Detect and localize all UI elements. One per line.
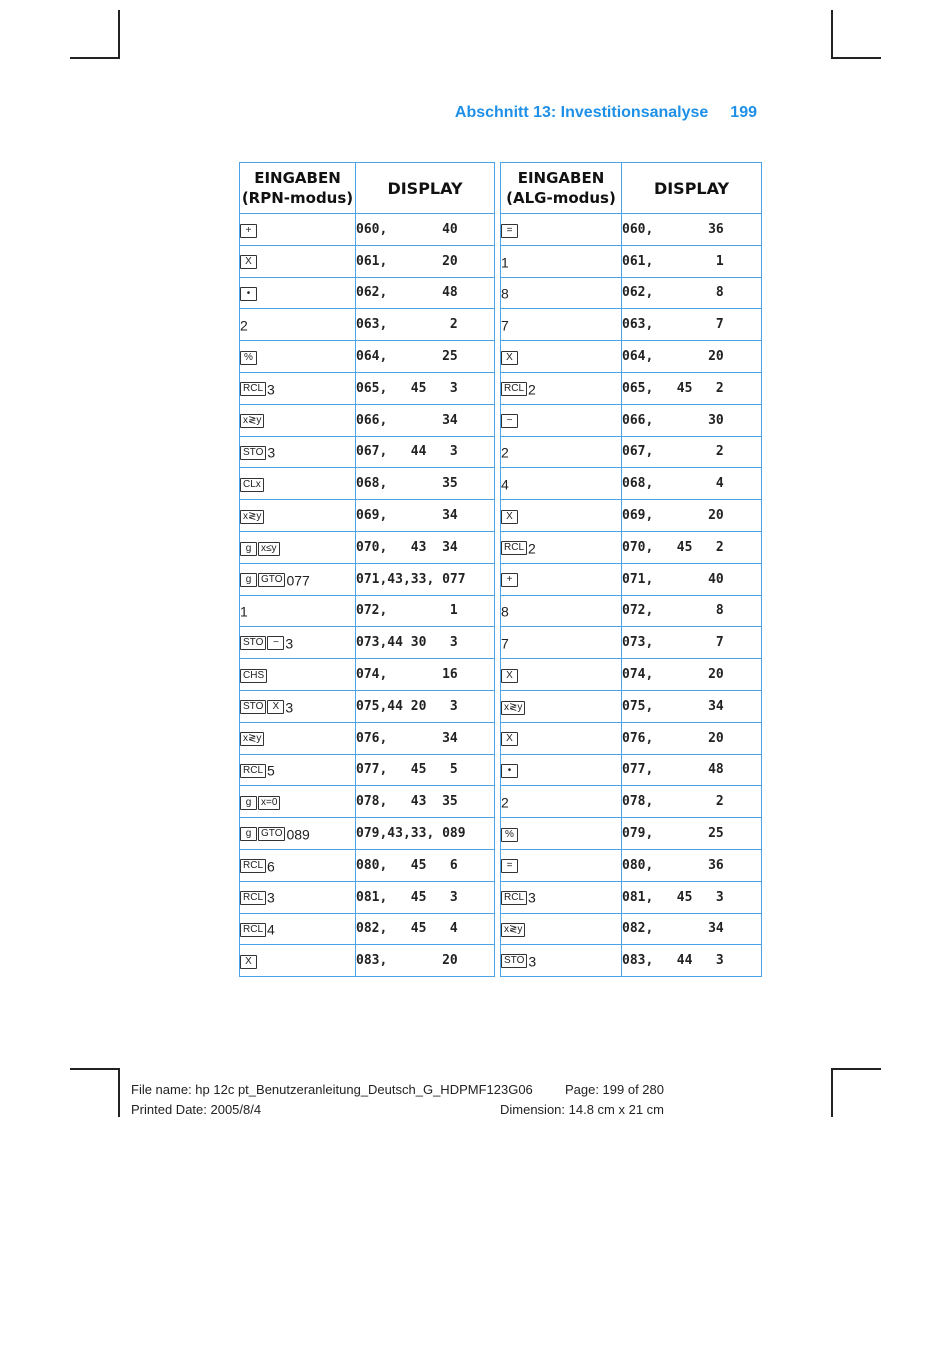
display-cell: 075, 34 bbox=[622, 690, 762, 722]
display-cell: 083, 44 3 bbox=[622, 945, 762, 977]
display-cell: 073, 7 bbox=[622, 627, 762, 659]
multiply-key: X bbox=[240, 955, 257, 969]
keystroke-cell bbox=[240, 881, 356, 913]
keystroke-cell bbox=[501, 690, 622, 722]
multiply-key: X bbox=[501, 732, 518, 746]
program-step-row bbox=[501, 881, 762, 913]
display-cell: 066, 34 bbox=[356, 404, 495, 436]
program-step-row bbox=[501, 659, 762, 691]
rcl-key: RCL bbox=[240, 859, 266, 873]
program-step-row bbox=[501, 500, 762, 532]
rcl-key: RCL bbox=[501, 541, 527, 555]
footer-printed-date: Printed Date: 2005/8/4 bbox=[131, 1102, 262, 1117]
display-cell: 062, 8 bbox=[622, 277, 762, 309]
multiply-key: X bbox=[501, 351, 518, 365]
keystroke-cell bbox=[501, 754, 622, 786]
keystroke-digits: 8 bbox=[501, 603, 509, 620]
footer-page-info: Page: 199 of 280 bbox=[564, 1082, 664, 1097]
keystroke-cell bbox=[501, 627, 622, 659]
keystroke-cell bbox=[501, 245, 622, 277]
keystroke-digits: 7 bbox=[501, 635, 509, 652]
display-cell: 070, 43 34 bbox=[356, 531, 495, 563]
keystroke-digits: 3 bbox=[267, 381, 275, 398]
sto-key: STO bbox=[501, 954, 527, 968]
multiply-key: X bbox=[501, 669, 518, 683]
display-cell: 065, 45 2 bbox=[622, 372, 762, 404]
keystroke-digits: 3 bbox=[528, 889, 536, 906]
display-cell: 069, 20 bbox=[622, 500, 762, 532]
program-step-row bbox=[240, 913, 495, 945]
crop-mark-bottom-left-horizontal bbox=[70, 1068, 120, 1070]
display-cell: 071,43,33, 077 bbox=[356, 563, 495, 595]
display-cell: 070, 45 2 bbox=[622, 531, 762, 563]
keystroke-cell bbox=[501, 468, 622, 500]
keystroke-cell bbox=[501, 786, 622, 818]
display-cell: 076, 20 bbox=[622, 722, 762, 754]
keystroke-digits: 4 bbox=[501, 476, 509, 493]
program-step-row bbox=[240, 341, 495, 373]
display-cell: 075,44 20 3 bbox=[356, 690, 495, 722]
keystroke-digits: 5 bbox=[267, 762, 275, 779]
program-step-row bbox=[501, 913, 762, 945]
display-cell: 069, 34 bbox=[356, 500, 495, 532]
program-step-row bbox=[240, 372, 495, 404]
x-exchange-y-key: x≷y bbox=[240, 732, 264, 746]
display-cell: 060, 36 bbox=[622, 214, 762, 246]
section-title: Abschnitt 13: Investitionsanalyse bbox=[454, 104, 709, 121]
keystroke-cell bbox=[501, 309, 622, 341]
sto-key: STO bbox=[240, 636, 266, 650]
keystroke-cell bbox=[240, 245, 356, 277]
keystroke-cell bbox=[501, 531, 622, 563]
program-step-row bbox=[240, 659, 495, 691]
keystroke-digits: 8 bbox=[501, 285, 509, 302]
program-step-row bbox=[501, 309, 762, 341]
program-step-row bbox=[501, 468, 762, 500]
keystroke-digits: 2 bbox=[501, 444, 509, 461]
g-key: g bbox=[240, 827, 257, 841]
program-step-row bbox=[240, 786, 495, 818]
rcl-key: RCL bbox=[240, 382, 266, 396]
clx-key: CLx bbox=[240, 478, 264, 492]
program-step-row bbox=[501, 849, 762, 881]
display-cell: 074, 16 bbox=[356, 659, 495, 691]
keystroke-cell bbox=[501, 500, 622, 532]
rcl-key: RCL bbox=[240, 923, 266, 937]
x-equals-zero-key: x=0 bbox=[258, 796, 280, 810]
program-step-row bbox=[501, 786, 762, 818]
keystroke-digits: 3 bbox=[267, 889, 275, 906]
keystroke-cell bbox=[501, 563, 622, 595]
keystroke-cell bbox=[240, 214, 356, 246]
display-cell: 067, 2 bbox=[622, 436, 762, 468]
rcl-key: RCL bbox=[240, 764, 266, 778]
program-step-row bbox=[240, 214, 495, 246]
crop-mark-top-left-horizontal bbox=[70, 57, 120, 59]
display-cell: 078, 2 bbox=[622, 786, 762, 818]
keystroke-digits: 077 bbox=[286, 571, 310, 588]
program-step-row bbox=[240, 690, 495, 722]
x-less-equal-y-key: x≤y bbox=[258, 542, 280, 556]
display-cell: 068, 35 bbox=[356, 468, 495, 500]
program-step-row bbox=[501, 595, 762, 627]
keystroke-cell bbox=[501, 659, 622, 691]
program-step-row bbox=[501, 818, 762, 850]
x-exchange-y-key: x≷y bbox=[501, 701, 525, 715]
alg-program-table bbox=[500, 162, 762, 977]
crop-mark-top-right-vertical bbox=[831, 10, 833, 58]
multiply-key: X bbox=[501, 510, 518, 524]
footer-file-name: File name: hp 12c pt_Benutzeranleitung_Deutsch_G_HDPMF123G06 bbox=[131, 1082, 533, 1097]
display-cell: 071, 40 bbox=[622, 563, 762, 595]
program-step-row bbox=[240, 754, 495, 786]
keystroke-cell bbox=[240, 595, 356, 627]
keystroke-cell bbox=[240, 277, 356, 309]
keystroke-cell bbox=[501, 849, 622, 881]
x-exchange-y-key: x≷y bbox=[240, 414, 264, 428]
plus-key: + bbox=[501, 573, 518, 587]
keystroke-digits: 3 bbox=[285, 635, 294, 652]
rpn-program-table bbox=[239, 162, 495, 977]
display-cell: 082, 45 4 bbox=[356, 913, 495, 945]
program-step-row bbox=[501, 531, 762, 563]
sto-key: STO bbox=[240, 700, 266, 714]
input-column-header-label: EINGABEN (RPN-modus) bbox=[241, 169, 354, 207]
gto-key: GTO bbox=[258, 573, 285, 587]
program-step-row bbox=[240, 468, 495, 500]
input-column-header-label: EINGABEN (ALG-modus) bbox=[506, 169, 616, 207]
crop-mark-top-left-vertical bbox=[118, 10, 120, 58]
print-footer bbox=[131, 1080, 664, 1120]
display-cell: 073,44 30 3 bbox=[356, 627, 495, 659]
program-step-row bbox=[240, 627, 495, 659]
display-cell: 077, 45 5 bbox=[356, 754, 495, 786]
program-step-row bbox=[240, 563, 495, 595]
program-step-row bbox=[501, 436, 762, 468]
display-cell: 067, 44 3 bbox=[356, 436, 495, 468]
keystroke-digits: 2 bbox=[528, 540, 536, 557]
crop-mark-bottom-right-vertical bbox=[831, 1068, 833, 1117]
display-cell: 076, 34 bbox=[356, 722, 495, 754]
display-cell: 063, 2 bbox=[356, 309, 495, 341]
keystroke-cell bbox=[501, 913, 622, 945]
keystroke-cell bbox=[240, 690, 356, 722]
display-cell: 083, 20 bbox=[356, 945, 495, 977]
keystroke-digits: 2 bbox=[501, 794, 509, 811]
display-cell: 078, 43 35 bbox=[356, 786, 495, 818]
program-step-row bbox=[501, 341, 762, 373]
decimal-point-key: • bbox=[240, 287, 257, 301]
keystroke-cell bbox=[501, 214, 622, 246]
program-step-row bbox=[501, 563, 762, 595]
program-step-row bbox=[240, 595, 495, 627]
display-cell: 074, 20 bbox=[622, 659, 762, 691]
keystroke-cell bbox=[240, 754, 356, 786]
program-step-row bbox=[240, 500, 495, 532]
display-cell: 082, 34 bbox=[622, 913, 762, 945]
input-column-header bbox=[240, 163, 356, 214]
keystroke-cell bbox=[501, 722, 622, 754]
keystroke-cell bbox=[240, 849, 356, 881]
keystroke-digits: 2 bbox=[528, 381, 536, 398]
program-step-row bbox=[240, 818, 495, 850]
keystroke-digits: 6 bbox=[267, 857, 275, 874]
keystroke-digits: 7 bbox=[501, 317, 509, 334]
keystroke-cell bbox=[240, 722, 356, 754]
percent-key: % bbox=[240, 351, 257, 365]
keystroke-digits: 1 bbox=[240, 603, 248, 620]
keystroke-cell bbox=[240, 818, 356, 850]
rcl-key: RCL bbox=[240, 891, 266, 905]
display-cell: 063, 7 bbox=[622, 309, 762, 341]
keystroke-cell bbox=[240, 913, 356, 945]
gto-key: GTO bbox=[258, 827, 285, 841]
program-step-row bbox=[240, 722, 495, 754]
program-step-row bbox=[240, 309, 495, 341]
program-step-row bbox=[240, 436, 495, 468]
display-cell: 068, 4 bbox=[622, 468, 762, 500]
program-step-row bbox=[501, 372, 762, 404]
program-step-row bbox=[240, 245, 495, 277]
running-header bbox=[455, 104, 757, 122]
footer-dimension: Dimension: 14.8 cm x 21 cm bbox=[499, 1102, 664, 1117]
sto-key: STO bbox=[240, 446, 266, 460]
program-step-row bbox=[501, 277, 762, 309]
equals-key: = bbox=[501, 859, 518, 873]
keystroke-cell bbox=[240, 372, 356, 404]
program-step-row bbox=[501, 754, 762, 786]
program-step-row bbox=[240, 531, 495, 563]
program-step-row bbox=[501, 945, 762, 977]
crop-mark-bottom-right-horizontal bbox=[831, 1068, 881, 1070]
keystroke-cell bbox=[240, 500, 356, 532]
keystroke-cell bbox=[240, 786, 356, 818]
display-cell: 062, 48 bbox=[356, 277, 495, 309]
percent-key: % bbox=[501, 828, 518, 842]
keystroke-digits: 4 bbox=[267, 921, 275, 938]
display-column-header: DISPLAY bbox=[356, 163, 495, 214]
keystroke-cell bbox=[501, 436, 622, 468]
keystroke-cell bbox=[240, 341, 356, 373]
display-cell: 072, 1 bbox=[356, 595, 495, 627]
display-cell: 081, 45 3 bbox=[622, 881, 762, 913]
program-step-row bbox=[501, 627, 762, 659]
display-cell: 061, 1 bbox=[622, 245, 762, 277]
keystroke-cell bbox=[501, 372, 622, 404]
keystroke-cell bbox=[240, 945, 356, 977]
display-cell: 065, 45 3 bbox=[356, 372, 495, 404]
display-cell: 060, 40 bbox=[356, 214, 495, 246]
crop-mark-top-right-horizontal bbox=[831, 57, 881, 59]
program-step-row bbox=[501, 690, 762, 722]
rcl-key: RCL bbox=[501, 891, 527, 905]
display-cell: 080, 36 bbox=[622, 849, 762, 881]
keystroke-cell bbox=[240, 659, 356, 691]
keystroke-digits: 1 bbox=[501, 253, 509, 270]
keystroke-digits: 2 bbox=[240, 317, 248, 334]
keystroke-digits: 3 bbox=[285, 699, 294, 715]
program-step-row bbox=[240, 945, 495, 977]
display-cell: 079, 25 bbox=[622, 818, 762, 850]
g-key: g bbox=[240, 573, 257, 587]
keystroke-digits: 3 bbox=[528, 953, 537, 970]
x-exchange-y-key: x≷y bbox=[501, 923, 525, 937]
program-step-row bbox=[501, 404, 762, 436]
decimal-point-key: • bbox=[501, 764, 518, 778]
display-cell: 072, 8 bbox=[622, 595, 762, 627]
display-cell: 081, 45 3 bbox=[356, 881, 495, 913]
display-cell: 061, 20 bbox=[356, 245, 495, 277]
g-key: g bbox=[240, 796, 257, 810]
keystroke-cell bbox=[501, 818, 622, 850]
display-cell: 064, 20 bbox=[622, 341, 762, 373]
program-step-row bbox=[240, 277, 495, 309]
display-cell: 077, 48 bbox=[622, 754, 762, 786]
keystroke-cell bbox=[240, 627, 356, 659]
chs-key: CHS bbox=[240, 669, 267, 683]
program-step-row bbox=[240, 404, 495, 436]
plus-key: + bbox=[240, 224, 257, 238]
display-cell: 079,43,33, 089 bbox=[356, 818, 495, 850]
equals-key: = bbox=[501, 224, 518, 238]
keystroke-cell bbox=[501, 881, 622, 913]
keystroke-cell bbox=[501, 595, 622, 627]
keystroke-cell bbox=[501, 341, 622, 373]
display-cell: 064, 25 bbox=[356, 341, 495, 373]
keystroke-cell bbox=[501, 404, 622, 436]
display-cell: 066, 30 bbox=[622, 404, 762, 436]
keystroke-cell bbox=[501, 945, 622, 977]
keystroke-cell bbox=[240, 404, 356, 436]
keystroke-digits: 3 bbox=[267, 444, 276, 461]
g-key: g bbox=[240, 542, 257, 556]
page-number: 199 bbox=[730, 104, 757, 121]
rcl-key: RCL bbox=[501, 382, 527, 396]
multiply-key: X bbox=[240, 255, 257, 269]
program-step-row bbox=[501, 722, 762, 754]
minus-key: − bbox=[267, 636, 284, 650]
display-column-header: DISPLAY bbox=[622, 163, 762, 214]
crop-mark-bottom-left-vertical bbox=[118, 1068, 120, 1117]
keystroke-cell bbox=[240, 309, 356, 341]
program-step-row bbox=[240, 849, 495, 881]
keystroke-cell bbox=[240, 436, 356, 468]
program-step-row bbox=[240, 881, 495, 913]
keystroke-digits: 089 bbox=[286, 826, 310, 843]
keystroke-cell bbox=[240, 531, 356, 563]
input-column-header bbox=[501, 163, 622, 214]
x-exchange-y-key: x≷y bbox=[240, 510, 264, 524]
display-cell: 080, 45 6 bbox=[356, 849, 495, 881]
keystroke-cell bbox=[240, 468, 356, 500]
program-step-row bbox=[501, 245, 762, 277]
minus-key: − bbox=[501, 414, 518, 428]
keystroke-cell bbox=[240, 563, 356, 595]
multiply-key: X bbox=[267, 700, 284, 714]
keystroke-cell bbox=[501, 277, 622, 309]
program-step-row bbox=[501, 214, 762, 246]
